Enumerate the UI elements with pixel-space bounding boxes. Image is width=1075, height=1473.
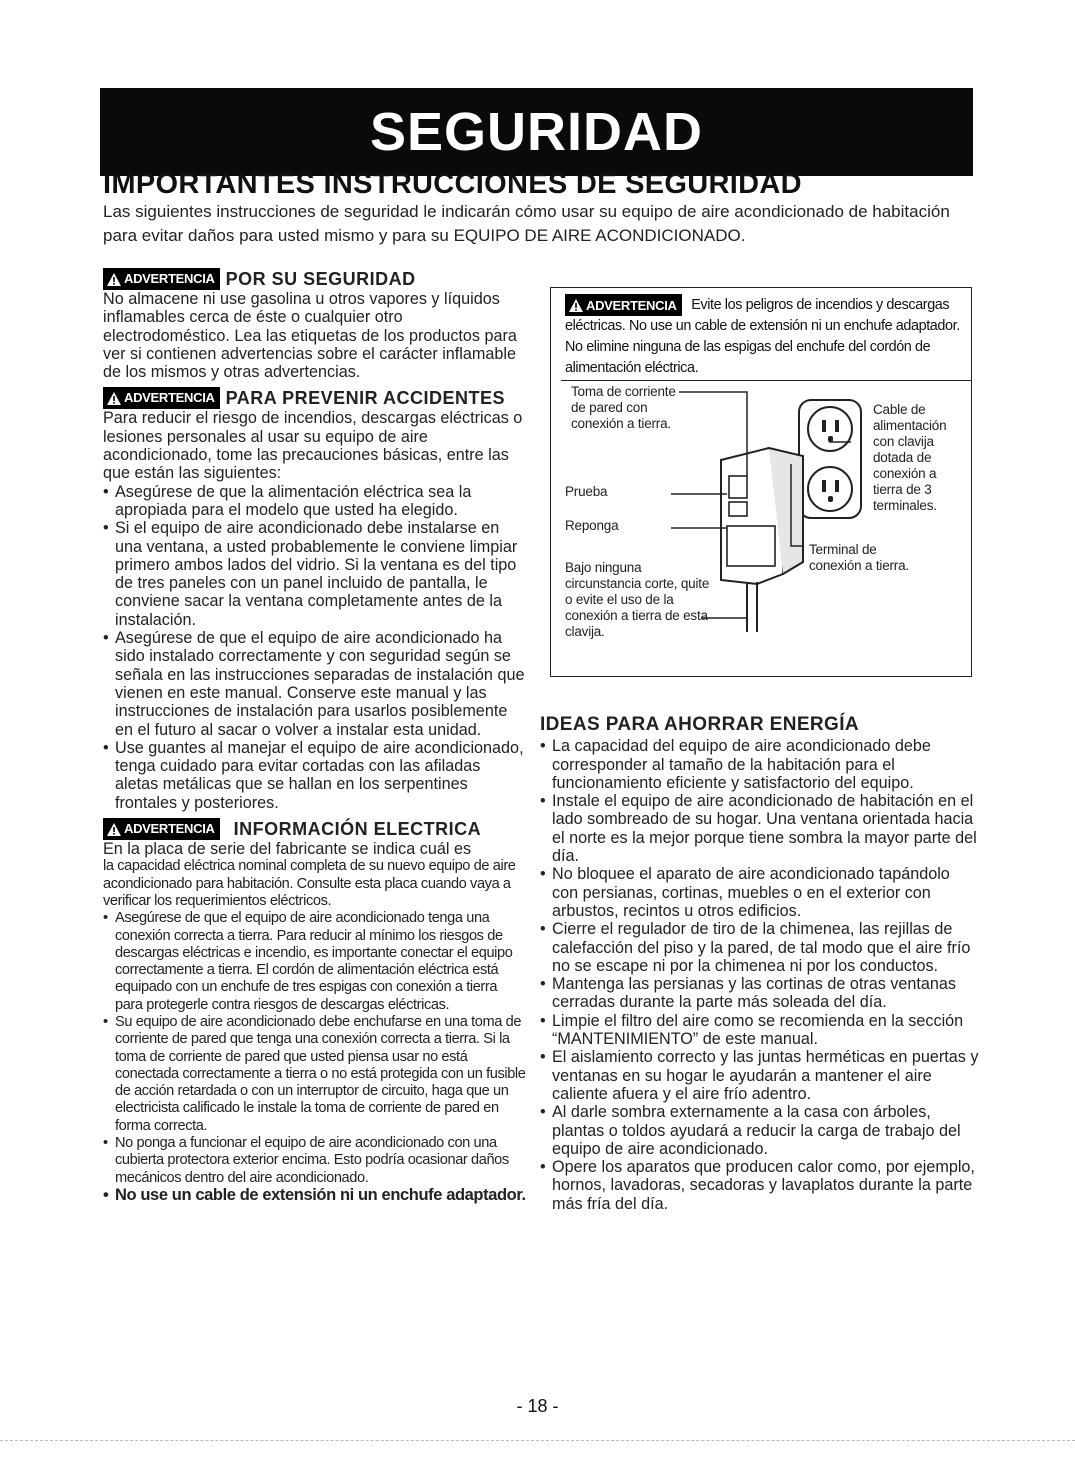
divider <box>561 380 971 381</box>
energy-title: IDEAS PARA AHORRAR ENERGÍA <box>540 714 859 735</box>
divider <box>0 1440 1075 1441</box>
safety-body: No almacene ni use gasolina u otros vapores y líquidos inflamables cerca de éste o cualquier otro electrodoméstico. Lea las etiquetas de los productos para ver si contienen advertencias sobre el carácter inflamable de los mismos y otras advertencias. <box>103 290 517 382</box>
plug-diagram <box>551 384 971 674</box>
warning-badge: ADVERTENCIA <box>103 268 220 290</box>
electric-body-lead: En la placa de serie del fabricante se indica cuál es <box>103 840 472 859</box>
list-item: • Asegúrese de que el equipo de aire acondicionado tenga una conexión correcta a tierra. Para reducir al mínimo los riesgos de descargas eléctricas e incendio, es importante conectar el equipo correctamente a tierra. El cordón de alimentación eléctrica está equipado con un enchufe de tres espigas con conexión a tierra para protegerle contra riesgos de descargas eléctricas. <box>103 910 528 1014</box>
energy-list <box>540 737 980 1213</box>
left-column <box>103 268 528 1204</box>
warning-badge: ADVERTENCIA <box>565 294 682 316</box>
box-warning-text <box>565 294 965 379</box>
electric-title: INFORMACIÓN ELECTRICA <box>233 818 482 839</box>
warning-triangle-icon <box>106 822 122 837</box>
safety-heading <box>103 268 528 290</box>
list-item: • Limpie el filtro del aire como se recomienda en la sección “MANTENIMIENTO” de este manual. <box>540 1012 980 1049</box>
intro-paragraph: Las siguientes instrucciones de seguridad le indicarán cómo usar su equipo de aire acondicionado de habitación para evitar daños para usted mismo y para su EQUIPO DE AIRE ACONDICIONADO. <box>103 202 950 245</box>
test-label: Prueba <box>565 484 608 499</box>
reset-label: Reponga <box>565 518 619 533</box>
grounding-warning-box <box>550 287 972 677</box>
list-item: • No ponga a funcionar el equipo de aire acondicionado con una cubierta protectora exterior encima. Esto podría ocasionar daños mecánicos dentro del aire acondicionado. <box>103 1135 528 1187</box>
list-item: • El aislamiento correcto y las juntas herméticas en puertas y ventanas en su hogar le ayudarán a mantener el aire caliente afuera y el aire frío adentro. <box>540 1048 980 1103</box>
list-item: • Instale el equipo de aire acondicionado de habitación en el lado sombreado de su hogar. Una ventana orientada hacia el norte es la mejor porque tiene sombra la mayor parte del día. <box>540 792 980 865</box>
electric-body: la capacidad eléctrica nominal completa de su nuevo equipo de aire acondicionado para habitación. Consulte esta placa cuando vaya a verificar los requerimientos eléctricos. <box>103 858 516 909</box>
banner-title: SEGURIDAD <box>369 102 704 162</box>
never-label-lead: Bajo ninguna <box>565 560 642 575</box>
prevent-heading <box>103 387 528 409</box>
list-item: • Mantenga las persianas y las cortinas de otras ventanas cerradas durante la parte más soleada del día. <box>540 975 980 1012</box>
warning-triangle-icon <box>568 298 584 313</box>
page-number: - 18 - <box>516 1396 559 1416</box>
electric-list <box>103 910 528 1204</box>
cable-label: Cable de alimentación con clavija dotada de conexión a tierra de 3 terminales. <box>873 402 947 513</box>
list-item: • No bloquee el aparato de aire acondicionado tapándolo con persianas, cortinas, muebles o en el exterior con arbustos, recintos u otros edificios. <box>540 865 980 920</box>
list-item: • Opere los aparatos que producen calor como, por ejemplo, hornos, lavadoras, secadoras y lavaplatos durante la parte más fría del día. <box>540 1158 980 1213</box>
list-item: • Use guantes al manejar el equipo de aire acondicionado, tenga cuidado para evitar cortadas con las afiladas aletas metálicas que se hallan en los serpentines frontales y posteriores. <box>103 739 528 812</box>
never-label: circunstancia corte, quite o evite el uso de la conexión a tierra de esta clavija. <box>565 576 710 639</box>
list-item: • No use un cable de extensión ni un enchufe adaptador. <box>103 1187 528 1204</box>
list-item: • Si el equipo de aire acondicionado debe instalarse en una ventana, a usted probablemente le conviene limpiar primero ambos lados del vidrio. Si la ventana es del tipo de tres paneles con un panel incluido de pantalla, le conviene sacar la ventana completamente antes de la instalación. <box>103 519 528 629</box>
list-item: • Cierre el regulador de tiro de la chimenea, las rejillas de calefacción del piso y la pared, de tal modo que el aire frío no se escape ni por la chimenea ni por los conductos. <box>540 920 980 975</box>
outlet-label: Toma de corriente de pared con conexión a tierra. <box>571 384 676 431</box>
list-item: • La capacidad del equipo de aire acondicionado debe corresponder al tamaño de la habitación para el funcionamiento eficiente y satisfactorio del equipo. <box>540 737 980 792</box>
list-item: • Su equipo de aire acondicionado debe enchufarse en una toma de corriente de pared que tenga una conexión correcta a tierra. Si la toma de corriente de pared que usted piensa usar no está conectada correctamente a tierra o no está protegida con un fusible de acción retardada o con un interruptor de circuito, haga que un electricista calificado le instale la toma de corriente de pared en forma correcta. <box>103 1014 528 1135</box>
section-banner <box>100 88 973 176</box>
warning-triangle-icon <box>106 272 122 287</box>
prevent-list <box>103 483 528 812</box>
warning-triangle-icon <box>106 391 122 406</box>
safety-title: POR SU SEGURIDAD <box>225 268 416 289</box>
prevent-title: PARA PREVENIR ACCIDENTES <box>225 388 505 409</box>
energy-section <box>540 716 980 1213</box>
warning-badge: ADVERTENCIA <box>103 818 220 840</box>
prevent-body: Para reducir el riesgo de incendios, descargas eléctricas o lesiones personales al usar su equipo de aire acondicionado, tome las precauciones básicas, entre las que están las siguientes: <box>103 409 523 483</box>
electric-heading <box>103 818 528 840</box>
page-title: IMPORTANTES INSTRUCCIONES DE SEGURIDAD <box>103 168 802 200</box>
list-item: • Asegúrese de que el equipo de aire acondicionado ha sido instalado correctamente y con seguridad según se señala en las instrucciones separadas de instalación que vienen en este manual. Conserve este manual y las instrucciones de instalación para usarlos posiblemente en el futuro al sacar o volver a instalar esta unidad. <box>103 629 528 739</box>
list-item: • Al darle sombra externamente a la casa con árboles, plantas o toldos ayudará a reducir la carga de trabajo del equipo de aire acondicionado. <box>540 1103 980 1158</box>
list-item: • Asegúrese de que la alimentación eléctrica sea la apropiada para el modelo que usted ha elegido. <box>103 483 528 520</box>
box-text: Evite los peligros de incendios y descargas eléctricas. No use un cable de extensión ni un enchufe adaptador. No elimine ninguna de las espigas del enchufe del cordón de alimentación eléctrica. <box>565 296 960 376</box>
terminal-label: Terminal de conexión a tierra. <box>809 542 909 573</box>
warning-badge: ADVERTENCIA <box>103 387 220 409</box>
